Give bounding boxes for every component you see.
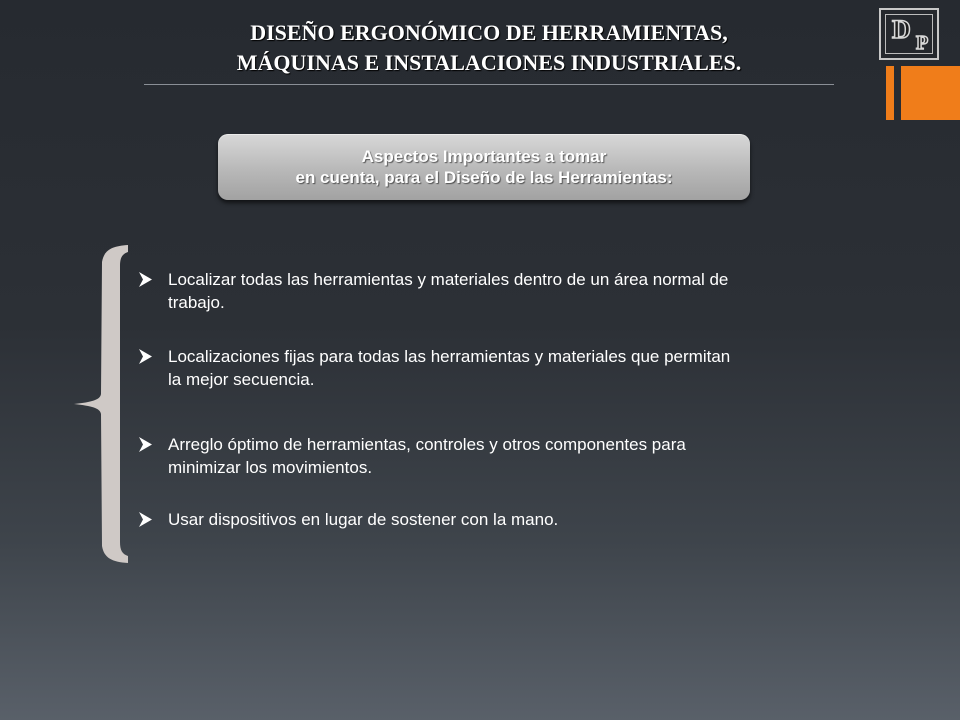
bullet-text-line: Localizar todas las herramientas y materiales dentro de un área normal de: [168, 270, 729, 289]
arrow-bullet-icon: [138, 272, 153, 287]
subtitle-box: [218, 134, 750, 200]
logo-letter-p: P: [916, 32, 929, 54]
list-item: [138, 345, 898, 391]
slide-title: [144, 18, 834, 78]
list-item: [138, 433, 898, 479]
bullet-text-line: Arreglo óptimo de herramientas, controles y otros componentes para: [168, 435, 686, 454]
bullet-list: [138, 268, 898, 531]
list-item: [138, 508, 898, 531]
logo-letter-d: D: [892, 15, 911, 44]
title-divider: [144, 84, 834, 85]
logo-frame: [885, 14, 933, 54]
bullet-text-line: Usar dispositivos en lugar de sostener con la mano.: [168, 510, 559, 529]
arrow-bullet-icon: [138, 437, 153, 452]
arrow-bullet-icon: [138, 512, 153, 527]
bullet-text-line: Localizaciones fijas para todas las herramientas y materiales que permitan: [168, 347, 731, 366]
subtitle-line-2: en cuenta, para el Diseño de las Herramientas:: [295, 168, 673, 187]
title-line-1: DISEÑO ERGONÓMICO DE HERRAMIENTAS,: [250, 20, 728, 45]
title-line-2: MÁQUINAS E INSTALACIONES INDUSTRIALES.: [236, 50, 742, 75]
accent-bar-wide: [901, 66, 960, 120]
list-item: [138, 268, 898, 314]
arrow-bullet-icon: [138, 349, 153, 364]
subtitle-line-1: Aspectos Importantes a tomar: [361, 147, 607, 166]
dp-logo: [879, 8, 939, 60]
accent-bar-thin: [886, 66, 894, 120]
bullet-text-line: la mejor secuencia.: [168, 370, 315, 389]
bullet-text-line: minimizar los movimientos.: [168, 458, 373, 477]
left-curly-brace-icon: [72, 244, 132, 564]
bullet-text-line: trabajo.: [168, 293, 225, 312]
